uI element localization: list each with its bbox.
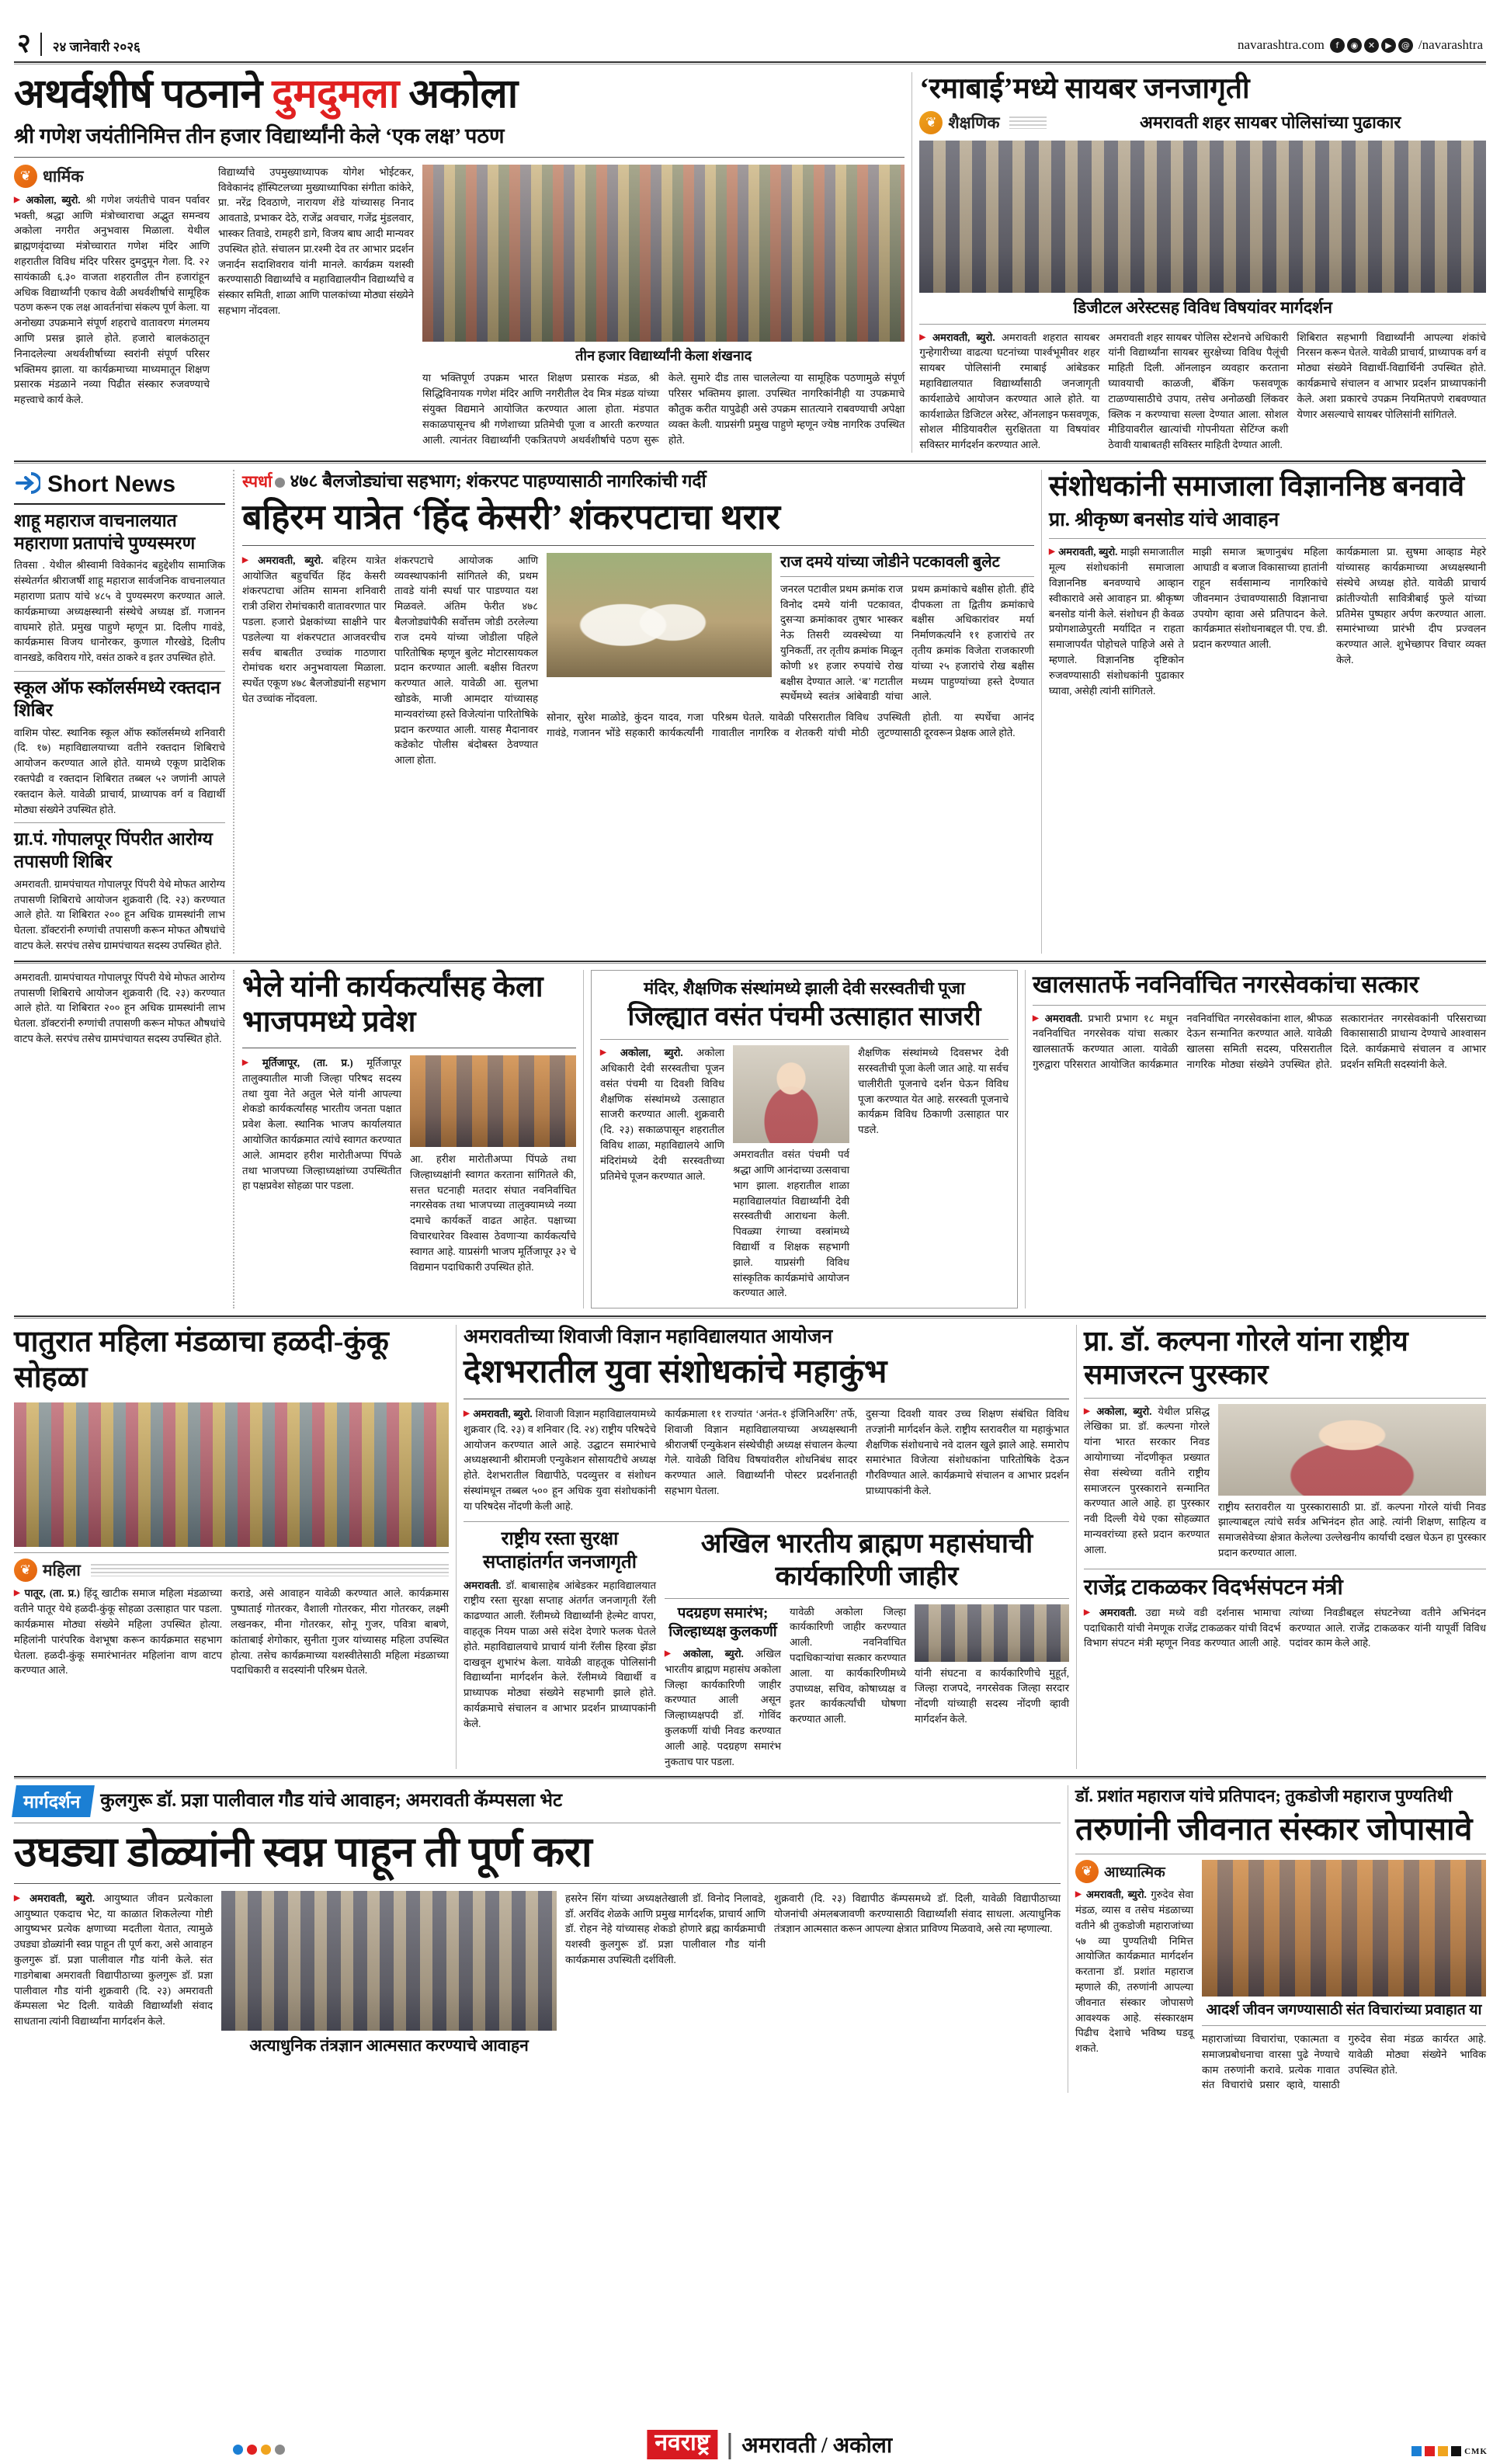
adhyatmik-story bbox=[1075, 1785, 1486, 2093]
ramabai-story bbox=[919, 72, 1486, 453]
adhyatmik-col2: महाराजांच्या विचारांचा, एकात्मता व समाजप्रबोधनाचा वारसा पुढे नेण्याचे काम तरुणांनी करावे. प्रत्येक गावात संत विचारांचे प्रसार व्हावे, यासाठी गुरुदेव सेवा मंडळ कार्यरत आहे. यावेळी मोठ्या संख्येने भाविक उपस्थित होते. bbox=[1202, 2032, 1486, 2091]
patur-story bbox=[14, 1325, 449, 1769]
bahiram-story bbox=[242, 470, 1034, 954]
ramabai-body-row bbox=[919, 330, 1486, 453]
brahman-rule bbox=[665, 1598, 1069, 1599]
sanshodhak-col2: माझी समाज ऋणानुबंध महिला आघाडी व बजाज विकासाच्या हातांनी राहून सर्वसामान्य नागरिकांचे जीवनमान उंचावण्यासाठी विज्ञानाचा उपयोग व्हावा असे प्रतिपादन केले. कार्यक्रमात संशोधनाबद्दल पी. एच. डी. प्रदान करण्यात आली. bbox=[1193, 546, 1328, 651]
lead-photo-block bbox=[422, 165, 905, 448]
mahakumbh-story bbox=[464, 1325, 1069, 1769]
lead-rule bbox=[14, 157, 905, 158]
facebook-icon[interactable]: f bbox=[1330, 38, 1345, 53]
guidance-tag-row bbox=[14, 1785, 1061, 1817]
band-four bbox=[14, 1325, 1486, 1769]
masthead-brand-block bbox=[647, 2430, 892, 2460]
bahiram-body-row bbox=[242, 553, 1034, 768]
publication-date: २४ जानेवारी २०२६ bbox=[52, 40, 141, 54]
short-news-rule bbox=[14, 503, 225, 505]
vasant-col2: अमरावतीत वसंत पंचमी पर्व श्रद्धा आणि आनंदाच्या उत्सवाचा भाग झाला. शहरातील शाळा महाविद्यालयांत विद्यार्थ्यांनी देवी सरस्वतीची आराधना केली. पिवळ्या रंगाच्या वस्त्रांमध्ये विद्यार्थी व शिक्षक सहभागी झाले. याप्रसंगी विविध सांस्कृतिक कार्यक्रमांचे आयोजन करण्यात आले. bbox=[733, 1149, 849, 1299]
rasta-body-text: डॉ. बाबासाहेब आंबेडकर महाविद्यालयात राष्ट्रीय रस्ता सुरक्षा सप्ताह अंतर्गत जनजागृती रॅली काढण्यात आली. रॅलीमध्ये विद्यार्थ्यांनी हेल्मेट वापरा, वाहतूक नियम पाळा असे संदेश देणारे फलक घेतले होते. महाविद्यालयाचे प्राचार्य यांनी रॅलीस हिरवा झेंडा दाखवून शुभारंभ केला. यावेळी वाहतूक पोलिसांनी विद्यार्थ्यांना मार्गदर्शन केले. रॅलीमध्ये विद्यार्थी व प्राध्यापक मोठ्या संख्येने सहभागी झाले होते. कार्यक्रमाचे संचालन व आभार प्रदर्शन प्राध्यापकांनी केले. bbox=[464, 1579, 656, 1729]
brahman-col3: यांनी संघटना व कार्यकारिणीचे मुहूर्त, जिल्हा राजपदे, नगरसेवक जिल्हा सरदार नोंदणी यांच्याही सदस्य नोंदणी व्हावी मार्गदर्शन केले. bbox=[915, 1666, 1069, 1725]
website-url[interactable]: navarashtra.com bbox=[1238, 37, 1325, 52]
cmyk-label: CMK bbox=[1464, 2446, 1488, 2456]
lead-col-b bbox=[218, 165, 414, 448]
adhyatmik-caption: आदर्श जीवन जगण्यासाठी संत विचारांच्या प्रवाहात या bbox=[1206, 2002, 1482, 2019]
sanshodhak-body-row bbox=[1049, 544, 1486, 698]
social-handle[interactable]: /navarashtra bbox=[1418, 37, 1483, 52]
brand-logo[interactable]: नवराष्ट्र bbox=[647, 2430, 717, 2460]
vasant-story bbox=[591, 970, 1018, 1308]
cmyk-marks bbox=[1411, 2446, 1488, 2456]
short-news-header bbox=[14, 470, 225, 500]
lead-photo-caption: तीन हजार विद्यार्थ्यांनी केला शंखनाद bbox=[575, 347, 752, 363]
brand-divider bbox=[728, 2433, 731, 2459]
short-news-section bbox=[14, 470, 225, 954]
registration-dots bbox=[233, 2445, 285, 2455]
band3-vrule-2 bbox=[1025, 970, 1026, 1308]
mahakumbh-col1 bbox=[464, 1406, 656, 1514]
bahiram-kicker-row bbox=[242, 470, 1034, 493]
lead-dateline: ▶ अकोला, ब्युरो. bbox=[14, 194, 81, 206]
guidance-col1-text: आयुष्यात जीवन प्रत्येकाला आयुष्यात एकदाच भेट, या काळात शिकलेल्या गोष्टी आयुष्यभर प्रत्येक क्षणाच्या मदतीला येतात, त्यामुळे उघड्या डोळ्यांनी स्वप्न पाहून ती पूर्ण करा, असे आवाहन कुलगुरू डॉ. प्रज्ञा पालीवाल गौड यांनी केले. bbox=[14, 1892, 213, 1966]
brahman-col1-body: अखिल भारतीय ब्राह्मण महासंघ अकोला जिल्हा कार्यकारिणी जाहीर करण्यात आली असून जिल्हाध्यक्षपदी डॉ. गोविंद कुलकर्णी यांची निवड करण्यात आली आहे. पदग्रहण समारंभ नुकताच पार पडला. bbox=[665, 1648, 781, 1767]
band4-vrule-1 bbox=[456, 1325, 457, 1769]
rasta-headline: राष्ट्रीय रस्ता सुरक्षा सप्ताहांतर्गत जनजागृती bbox=[483, 1528, 637, 1573]
adhyatmik-badge-col bbox=[1075, 1860, 1193, 2093]
guidance-col1 bbox=[14, 1891, 213, 2056]
brahman-col1 bbox=[665, 1604, 781, 1770]
bahiram-col2 bbox=[394, 553, 538, 768]
takalkar-dateline: ▶ अमरावती. bbox=[1084, 1607, 1137, 1618]
edition-name: अमरावती / अकोला bbox=[741, 2434, 893, 2458]
ramabai-badge-label: शैक्षणिक bbox=[948, 113, 1000, 133]
patur-rule bbox=[14, 1552, 449, 1553]
gorle-headline: प्रा. डॉ. कल्पना गोरले यांना राष्ट्रीय समाजरत्न पुरस्कार bbox=[1084, 1326, 1408, 1391]
rasta-top-rule bbox=[464, 1521, 1069, 1522]
adhyatmik-col1-text: गुरुदेव सेवा मंडळ, व्यास व तसेच मंडळाच्या वतीने श्री तुकडोजी महाराजांच्या ५७ व्या पुण्यतिथी निमित्त आयोजित कार्यक्रमात मार्गदर्शन करताना डॉ. प्रशांत महाराज म्हणाले की, तरुणांनी आपल्या जीवनात संस्कार जोपासणे आवश्यक आहे. संस्कारक्षम पिढीच देशाचे भविष्य घडवू शकते. bbox=[1075, 1889, 1193, 2055]
ramabai-badge-lines bbox=[1009, 116, 1047, 129]
bhele-headline: भेले यांनी कार्यकर्त्यांसह केला भाजपमध्ये प्रवेश bbox=[242, 970, 543, 1039]
bahiram-tag: स्पर्धा bbox=[242, 471, 273, 491]
short-news-title: शाहू महाराज वाचनालयात महाराणा प्रतापांचे पुण्यस्मरण bbox=[14, 510, 196, 553]
bahiram-dateline: ▶ अमरावती, ब्युरो. bbox=[242, 554, 323, 566]
brahman-kicker: पदग्रहण समारंभ; जिल्हाध्यक्ष कुलकर्णी bbox=[668, 1604, 777, 1641]
cmyk-swatch-k bbox=[1451, 2446, 1461, 2456]
women-icon bbox=[14, 1559, 37, 1582]
ramabai-col1-text: अमरावती शहरात सायबर गुन्हेगारीच्या वाढत्या घटनांच्या पार्श्वभूमीवर शहर सायबर पोलिसांनी रमाबाई आंबेडकर महाविद्यालयात विद्यार्थ्यांसाठी जनजागृती कार्यशाळेचे आयोजन करण्यात आले होते. या कार्यशाळेत डिजिटल अरेस्ट, ऑनलाइन फसवणूक, सोशल मीडियावरील सुरक्षितता या विषयांवर सविस्तर मार्गदर्शन करण्यात आले. bbox=[919, 331, 1100, 451]
vasant-photo bbox=[733, 1045, 849, 1143]
short-news-label: Short News bbox=[47, 471, 176, 498]
page-number: २ bbox=[17, 30, 31, 58]
adhyatmik-headline: तरुणांनी जीवनात संस्कार जोपासावे bbox=[1075, 1810, 1473, 1847]
mahakumbh-col3: दुसऱ्या दिवशी यावर उच्च शिक्षण संबंधित विविध तज्ज्ञांनी मार्गदर्शन केले. राष्ट्रीय स्तरावरील या महाकुंभात शैक्षणिक संशोधनाचे नवे दालन खुले झाले आहे. समारोप समारंभात विजेत्या संशोधकांना पारितोषिके देऊन गौरविण्यात आले. कार्यक्रमाचे संचालन व आभार प्रदर्शन प्राध्यापकांनी केले. bbox=[866, 1408, 1069, 1497]
sn-rule-2 bbox=[14, 822, 225, 823]
lead-headline-part2: अकोला bbox=[398, 72, 518, 116]
band3-filler: अमरावती. ग्रामपंचायत गोपालपूर पिंपरी येथे मोफत आरोग्य तपासणी शिबिराचे आयोजन शुक्रवारी (दि. २३) करण्यात आले होते. या शिबिरात २०० हून अधिक ग्रामस्थांनी लाभ घेतला. डॉक्टरांनी रुग्णांची तपासणी करून मोफत औषधांचे वाटप केले. सरपंच तसेच ग्रामपंचायत सदस्य उपस्थित होते. bbox=[14, 971, 225, 1044]
bahiram-photo bbox=[547, 553, 772, 677]
ramabai-col2: अमरावती शहर सायबर पोलिस स्टेशनचे अधिकारी यांनी विद्यार्थ्यांना सायबर सुरक्षेच्या विविध पैलूंची माहिती दिली. ऑनलाइन व्यवहार करताना घ्यावयाची काळजी, बँकिंग फसवणूक टाळण्यासाठीचे उपाय, तसेच अनोळखी लिंकवर क्लिक न करण्याचा सल्ला देण्यात आला. सोशल मीडियावरील खात्यांची गोपनीयता सेटिंग्ज कशी ठेवावी याबाबतही सविस्तर माहिती देण्यात आली. bbox=[1108, 331, 1289, 451]
adhyatmik-badge bbox=[1075, 1860, 1165, 1883]
band3-filler-text bbox=[14, 970, 225, 1047]
band3-shortnews-tail bbox=[14, 970, 225, 1308]
patur-dateline: ▶ पातूर, (ता. प्र.) bbox=[14, 1587, 80, 1599]
bhele-col1-text: मूर्तिजापूर तालुक्यातील माजी जिल्हा परिषद सदस्य तथा युवा नेते अतुल भेले यांनी आपल्या शेकडो कार्यकर्त्यांसह भारतीय जनता पक्षात प्रवेश केला. स्थानिक भाजप कार्यालयात आयोजित कार्यक्रमात त्यांचे स्वागत करण्यात आले. आमदार हरीश मारोतीअप्पा पिंपळे तथा भाजपच्या जिल्हाध्यक्षांच्या उपस्थितीत हा पक्षप्रवेश सोहळा पार पडला. bbox=[242, 1056, 401, 1192]
bhele-story bbox=[242, 970, 576, 1308]
guidance-photo bbox=[221, 1891, 557, 2031]
ramabai-headline: ‘रमाबाई’मध्ये सायबर जनजागृती bbox=[919, 73, 1250, 105]
bahiram-cap-rule bbox=[780, 576, 1034, 577]
short-news-item-1[interactable] bbox=[14, 510, 225, 666]
masthead-divider bbox=[40, 33, 42, 56]
mahakumbh-body-row bbox=[464, 1406, 1069, 1514]
sanshodhak-dateline: ▶ अमरावती, ब्युरो. bbox=[1049, 546, 1117, 558]
gorle-body-row bbox=[1084, 1404, 1486, 1561]
ramabai-col3: शिबिरात सहभागी विद्यार्थ्यांनी आपल्या शंकांचे निरसन करून घेतले. यावेळी प्राचार्य, प्राध्यापक वर्ग व मोठ्या संख्येने विद्यार्थी-विद्यार्थिनी उपस्थित होते. कार्यक्रमाचे संचालन व आभार प्रदर्शन प्राध्यापकांनी केले. अशा प्रकारचे उपक्रम नियमितपणे राबवण्यात येणार असल्याचे सायबर पोलिसांनी सांगितले. bbox=[1297, 331, 1486, 420]
guidance-caption: अत्याधुनिक तंत्रज्ञान आत्मसात करण्याचे आवाहन bbox=[249, 2035, 529, 2055]
short-news-text: तिवसा . येथील श्रीस्वामी विवेकानंद बहुद्देशीय सामाजिक संस्थेतर्गत श्रीराजर्षी शाहू महाराज सार्वजनिक वाचनालयात महाराणा प्रताप यांचे ४८५ वे पुण्यस्मरण करण्यात आले. कार्यक्रमाच्या अध्यक्षस्थानी संस्थेचे अध्यक्ष डॉ. गजानन वाघमारे होते. प्रमुख पाहुणे म्हणून प्रा. दिलीप गावंडे, कार्यक्रमास विजय धानोरकर, कुणाल गौरखेडे, दिलीप वानखडे, कविराय गोरे, वसंत ठाकरे व इतर उपस्थित होते. bbox=[14, 559, 225, 664]
masthead-rule bbox=[14, 61, 1486, 64]
adhyatmik-kicker: डॉ. प्रशांत महाराज यांचे प्रतिपादन; तुकडोजी महाराज पुण्यतिथी bbox=[1075, 1786, 1453, 1806]
ramabai-col1 bbox=[919, 330, 1099, 453]
bhele-body-row bbox=[242, 1055, 576, 1274]
short-news-text: वाशिम पोस्ट. स्थानिक स्कूल ऑफ स्कॉलर्समध्ये शनिवारी (दि. १७) महाविद्यालयाच्या वतीने रक्तदान शिबिराचे आयोजन करण्यात आले होते. यामध्ये एकूण प्रादेशिक रक्तपेढी व रक्तदान शिबिरात तब्बल ५२ जणांनी आपले रक्तदान केले. यावेळी प्राचार्य, प्राध्यापक वर्ग व विद्यार्थी मोठ्या संख्येने उपस्थित होते. bbox=[14, 726, 225, 815]
mahakumbh-kicker: अमरावतीच्या शिवाजी विज्ञान महाविद्यालयात आयोजन bbox=[464, 1326, 833, 1348]
sanshodhak-col1-text: माझी समाजातील मूल्य संशोधकांनी समाजाला विज्ञाननिष्ठ बनवण्याचे आव्हान स्वीकारावे असे आवाहन प्रा. श्रीकृष्ण बनसोड यांनी केले. संशोधन ही केवळ प्रयोगशाळेपुरती मर्यादित न राहता समाजापर्यंत पोहोचले पाहिजे असे ते म्हणाले. विज्ञाननिष्ठ दृष्टिकोन रुजवण्यासाठी संशोधकांनी पुढाकार घ्यावा, असेही त्यांनी सांगितले. bbox=[1049, 546, 1184, 697]
guidance-dateline: ▶ अमरावती, ब्युरो. bbox=[14, 1892, 95, 1904]
patur-col1-text: हिंदू खाटीक समाज महिला मंडळाच्या वतीने पातूर येथे हळदी-कुंकू सोहळा उत्साहात पार पडला. कार्यक्रमास मोठ्या संख्येने महिला उपस्थित होत्या. महिलांनी पारंपरिक वेशभूषा करून कार्यक्रमात सहभाग घेतला. हळदी-कुंकू समारंभानंतर महिलांना वाण वाटप करण्यात आले. bbox=[14, 1587, 222, 1677]
takalkar-body-text: उद्या मध्ये वडी दर्शनास भामाचा पदाधिकारी यांची नेमणूक राजेंद्र टाकळकर यांची विदर्भ विभाग संपटन मंत्री म्हणून निवड करण्यात आली आहे. त्यांच्या निवडीबद्दल संघटनेच्या वतीने अभिनंदन करण्यात आले. राजेंद्र टाकळकर यांनी यापूर्वी विविध पदांवर काम केले आहे. bbox=[1084, 1606, 1486, 1649]
guidance-col3: हसरेन सिंग यांच्या अध्यक्षतेखाली डॉ. विनोद निलावडे, डॉ. अरविंद शेळके आणि प्रमुख मार्गदर्शक, प्राचार्य आणि डॉ. रोहन नेहे यांच्यासह शेकडो होणारे ब्रह्म कार्यक्रमाची यशस्वी कुलगुरू डॉ. प्रज्ञा पालीवाल गौड यांनी कार्यक्रमास उपस्थिती दर्शविली. bbox=[565, 1892, 766, 1966]
bahiram-kicker: ४७८ बैलजोड्यांचा सहभाग; शंकरपट पाहण्यासाठी नागरिकांची गर्दी bbox=[290, 471, 707, 491]
lead-col3-text: या भक्तिपूर्ण उपक्रम भारत शिक्षण प्रसारक मंडळ, श्री सिद्धिविनायक गणेश मंदिर आणि नगरीतील देव मित्र मंडळ यांच्या संयुक्त विद्यमाने आयोजित करण्यात आला होता. मंडपात सकाळपासूनच श्री गणेशाच्या प्रतिमेची पूजा व आरती करण्यात आली. त्यानंतर विद्यार्थ्यांनी एकत्रितपणे अथर्वशीर्षाचे पठण सुरू केले. सुमारे दीड तास चाललेल्या या सामूहिक पठणामुळे संपूर्ण परिसर भक्तिमय झाला. उपस्थित नागरिकांनीही या उपक्रमाचे कौतुक करीत यापुढेही असे उपक्रम सातत्याने राबवण्याची अपेक्षा व्यक्त केली. याप्रसंगी प्रमुख पाहुणे म्हणून ज्येष्ठ नागरिक उपस्थित होते. bbox=[422, 372, 905, 446]
brahman-story bbox=[665, 1527, 1069, 1770]
lead-badge bbox=[14, 165, 93, 188]
guidance-rule bbox=[14, 1883, 1061, 1884]
brahman-col3wrap bbox=[915, 1604, 1069, 1770]
ramabai-caption: डिजीटल अरेस्टसह विविध विषयांवर मार्गदर्शन bbox=[1073, 298, 1332, 318]
lead-badge-label: धार्मिक bbox=[43, 166, 84, 186]
lead-col-a bbox=[14, 165, 210, 448]
bhele-col2: आ. हरीश मारोतीअप्पा पिंपळे तथा जिल्हाध्यक्षांनी स्वागत करताना सांगितले की, सत्तत घटनाही मतदार संघात नवनिर्वाचित नगरसेवक तथा भाजपच्या तालुक्यामध्ये नव्या दमाचे कार्यकर्ते वाढत आहेत. पक्षाच्या विचारधारेवर विश्वास ठेवणाऱ्या कार्यकर्त्यांचे स्वागत आहे. याप्रसंगी भाजप मूर्तिजापूर ३२ चे विद्यमान पदाधिकारी उपस्थित होते. bbox=[410, 1152, 576, 1273]
bahiram-right bbox=[547, 553, 1034, 768]
ramabai-photo bbox=[919, 141, 1486, 293]
cmyk-swatch-y bbox=[1438, 2446, 1448, 2456]
lead-col1-text: श्री गणेश जयंतीचे पावन पर्वावर भक्ती, श्रद्धा आणि मंत्रोच्चाराचा अद्भुत समन्वय अकोला नगरीत अनुभवास मिळाला. येथील ब्राह्मणवृंदाच्या मंत्रोच्चारात गणेश मंदिर आणि शहरातील विविध मंदिर परिसर दुमदुमून गेला. दि. २२ सायंकाळी ६.३० वाजता शहरातील तीन हजारांहून अधिक विद्यार्थ्यांनी एकाच वेळी अथर्वशीर्षाचे सामूहिक पठण करून एक लक्ष आवर्तनांचा संकल्प पूर्ण केला. या अनोख्या उपक्रमाने संपूर्ण शहराचे वातावरण मंगलमय आणि प्रसन्न झाले होते. हजारो बालकंठातून निनादलेल्या अथर्वशीर्षाच्या स्वरांनी संपूर्ण परिसर भक्तिमय झाला. या कार्यक्रमाच्या माध्यमातून शिक्षण प्रसारक मंडळाने नव्या पिढीत संस्कार रुजवण्याचे महत्त्वाचे कार्य केले. bbox=[14, 193, 210, 406]
x-icon[interactable]: ✕ bbox=[1364, 38, 1379, 53]
sanshodhak-headline: संशोधकांनी समाजाला विज्ञाननिष्ठ बनवावे bbox=[1049, 470, 1465, 502]
cmyk-swatch-c bbox=[1411, 2446, 1422, 2456]
short-news-item-3[interactable] bbox=[14, 829, 225, 953]
instagram-icon[interactable]: ◉ bbox=[1347, 38, 1362, 53]
bahiram-col5: सोनार, सुरेश माळोडे, कुंदन यादव, गजा गावंडे, गजानन भोंडे सहकारी कार्यकर्त्यांनी परिश्रम घेतले. यावेळी परिसरातील विविध गावातील नागरिक व शेतकरी यांची मोठी उपस्थिती होती. या स्पर्धेचा आनंद लुटण्यासाठी दूरवरून प्रेक्षक आले होते. bbox=[547, 711, 1034, 739]
brahman-col2: यावेळी अकोला जिल्हा कार्यकारिणी जाहीर करण्यात आली. नवनिर्वाचित पदाधिकाऱ्यांचा सत्कार करण्यात आला. या कार्यकारिणीमध्ये उपाध्यक्ष, सचिव, कोषाध्यक्ष व इतर कार्यकर्त्यांची घोषणा करण्यात आली. bbox=[790, 1605, 906, 1725]
patur-col2: कराडे, असे आवाहन यावेळी करण्यात आले. कार्यक्रमास पुष्पाताई गोतरकर, वैशाली गोतरकर, मीरा गोतरकर, लक्ष्मी लखनकर, मीना गोतरकर, सोनू गुजर, पवित्रा बाबणे, कांताबाई शेगोकार, सुनीता गुजर यांच्यासह महिला उपस्थित होत्या. तसेच कार्यक्रमाच्या यशस्वीतेसाठी महिला मंडळाच्या पदाधिकारी व सदस्यांनी परिश्रम घेतले. bbox=[231, 1587, 449, 1677]
mahakumbh-col2: कार्यक्रमाला ११ राज्यांत ‘अनंत-१ इंजिनिअरिंग’ तर्फे, शिवाजी विज्ञान महाविद्यालयाच्या अध्यक्षस्थानी श्रीराजर्षी एन्युकेशन संस्थेचीही अध्यक्ष संचालन केल्या गेले. यावेळी विविध विषयांवरील शोधनिबंध सादर करण्यात आले. विद्यार्थ्यांनी पोस्टर प्रदर्शनातही सहभाग घेतला. bbox=[665, 1408, 857, 1497]
gorle-right bbox=[1218, 1404, 1486, 1561]
khalsa-body-text: प्रभारी प्रभाग १८ मधून नवनिर्वाचित नगरसेवक यांचा सत्कार खालसातर्फे करण्यात आला. यावेळी गुरुद्वारा परिसरात आयोजित कार्यक्रमात नवनिर्वाचित नगरसेवकांना शाल, श्रीफळ देऊन सन्मानित करण्यात आले. यावेळी खालसा समिती सदस्य, परिसरातील नागरिक मोठ्या संख्येने उपस्थित होते. सत्कारानंतर नगरसेवकांनी परिसराच्या विकासासाठी प्राधान्य देण्याचे आश्वासन दिले. कार्यक्रमाचे संचालन व आभार प्रदर्शन समिती सदस्यांनी केले. bbox=[1033, 1012, 1486, 1070]
cmyk-swatch-m bbox=[1425, 2446, 1435, 2456]
vasant-col3: शैक्षणिक संस्थांमध्ये दिवसभर देवी सरस्वतीची पूजा केली जात आहे. या सर्वच चालीरीती पूजनाचे दर्शन घेऊन विविध पूजा करण्यात येत आहे. सरस्वती पूजनाचे कार्यक्रम विविध ठिकाणी उत्साहात पार पडले. bbox=[858, 1047, 1009, 1136]
guidance-tag-label: मार्गदर्शन bbox=[23, 1792, 81, 1812]
lead-col2-text: विद्यार्थ्यांचे उपमुख्याध्यापक योगेश भोईटकर, विवेकानंद हॉस्पिटलच्या मुख्याध्यापिका संगीता कांकेरे, प्रा. नरेंद्र दिवठाणे, नारायण शेंडे यांच्यासह निनाद आवताडे, प्रभाकर देठे, राजेंद्र अवचार, गजेंद्र मुंडलवार, भास्कर तिवाडे, रामहरी डागे, विजय बाघ आदी मान्यवर उपस्थित होते. संचालन प्रा.रश्मी देव तर आभार प्रदर्शन जनार्दन सदाशिवराव यांनी मानले. कार्यक्रम यशस्वी करण्यासाठी विद्यार्थ्यांचे व महाविद्यालयीन विद्यार्थ्यांचे व संस्कार समिती, शाळा आणि पालकांच्या मोठ्या संख्येने सहभाग नोंदवला. bbox=[218, 165, 414, 316]
rasta-text bbox=[464, 1578, 656, 1732]
sn-dotted-rule bbox=[233, 470, 234, 954]
lead-body-row bbox=[14, 165, 905, 448]
vasant-col1-text: अकोला अधिकारी देवी सरस्वतीचा पूजन वसंत पंचमी या दिवशी विविध शैक्षणिक संस्थांमध्ये उत्साहात साजरी करण्यात आली. शुक्रवारी (दि. २३) सकाळपासून शहरातील विविध शाळा, महाविद्यालये आणि मंदिरांमध्ये देवी सरस्वतीच्या प्रतिमेचे पूजन करण्यात आले. bbox=[600, 1047, 724, 1182]
band-lead bbox=[14, 72, 1486, 453]
adhyatmik-badge-label: आध्यात्मिक bbox=[1104, 1865, 1165, 1882]
masthead-right bbox=[1238, 37, 1483, 57]
bhele-dateline: ▶ मूर्तिजापूर, (ता. प्र.) bbox=[242, 1057, 353, 1069]
guidance-story bbox=[14, 1785, 1061, 2093]
short-news-text: अमरावती. ग्रामपंचायत गोपालपूर पिंपरी येथे मोफत आरोग्य तपासणी शिबिराचे आयोजन शुक्रवारी (दि. २३) करण्यात आले होते. या शिबिरात २०० हून अधिक ग्रामस्थांनी लाभ घेतला. डॉक्टरांनी रुग्णांची तपासणी करून मोफत औषधांचे वाटप केले. सरपंच तसेच ग्रामपंचायत सदस्य उपस्थित होते. bbox=[14, 878, 225, 951]
lead-text-a bbox=[14, 193, 210, 408]
brahman-headline: अखिल भारतीय ब्राह्मण महासंघाची कार्यकारिणी जाहीर bbox=[700, 1527, 1033, 1591]
band3-bottom-rule bbox=[14, 1315, 1486, 1319]
rasta-left bbox=[464, 1527, 656, 1770]
sanshodhak-rule bbox=[1049, 538, 1486, 539]
patur-headline: पातुरात महिला मंडळाचा हळदी-कुंकू सोहळा bbox=[14, 1326, 389, 1394]
education-icon bbox=[919, 111, 943, 134]
takalkar-headline: राजेंद्र टाकळकर विदर्भसंपटन मंत्री bbox=[1084, 1575, 1343, 1600]
vasant-col1 bbox=[600, 1045, 724, 1301]
mahakumbh-dateline: ▶ अमरावती, ब्युरो. bbox=[464, 1408, 533, 1420]
sanshodhak-subhead: प्रा. श्रीकृष्ण बनसोड यांचे आवाहन bbox=[1049, 509, 1280, 531]
band-five bbox=[14, 1785, 1486, 2093]
vasant-dateline: ▶ अकोला, ब्युरो. bbox=[600, 1047, 683, 1058]
short-news-title: स्कूल ऑफ स्कॉलर्समध्ये रक्तदान शिबिर bbox=[14, 678, 220, 720]
rasta-row bbox=[464, 1527, 1069, 1770]
adhyatmik-photo-block bbox=[1202, 1860, 1486, 2093]
guidance-headline: उघड्या डोळ्यांनी स्वप्न पाहून ती पूर्ण करा bbox=[14, 1829, 592, 1876]
gorle-rule bbox=[1084, 1398, 1486, 1399]
bahiram-col4: जनरल पटावील प्रथम क्रमांक राज विनोद दमये यांनी पटकावत, दुसऱ्या क्रमांकावर तुषार भास्कर नेऊ तिसरी व्यवस्थेच्या या युनिकर्ती, तर तृतीय क्रमांक मिळून कोणी ४१ हजार रुपयांचे रोख बक्षीस देण्यात आले. ‘ब’ गटातील स्पर्धेमध्ये स्वतंत्र आंबेवाडी यांचा प्रथम क्रमांकाचे बक्षीस होती. हींदे दीपकला ता द्वितीय क्रमांकाचे बक्षीस अधिकारांवर मर्या निर्माणकर्त्यांने ११ हजारांचे तर तृतीय क्रमांक विजेता राजकारणी यांच्या २५ हजारांचे रोख बक्षीस मध्यम पाहुण्यांच्या हस्ते देण्यात आले. bbox=[780, 582, 1034, 703]
patur-photo bbox=[14, 1402, 449, 1547]
bahiram-col3-text: बक्षीस वितरण करण्यात आले. यावेळी आ. सुलभा खोडके, माजी आमदार यांच्यासह मान्यवरांच्या हस्ते विजेत्यांना पारितोषिके प्रदान करण्यात आली. यासह मैदानावर कडेकोट पोलीस बंदोबस्त ठेवण्यात आला होता. bbox=[394, 662, 538, 766]
masthead-left bbox=[17, 31, 141, 57]
guidance-photo-block bbox=[221, 1891, 557, 2056]
lead-headline-part1: अथर्वशीर्ष पठनाने bbox=[14, 72, 273, 116]
ramabai-rule bbox=[919, 324, 1486, 325]
dot-cyan bbox=[233, 2445, 243, 2455]
band1-bottom-rule bbox=[14, 460, 1486, 464]
patur-badge-lines bbox=[91, 1564, 449, 1576]
adhyatmik-top-row bbox=[1075, 1860, 1486, 2093]
bahiram-headline: बहिरम यात्रेत ‘हिंद केसरी’ शंकरपटाचा थरार bbox=[242, 497, 781, 537]
gorle-col1 bbox=[1084, 1404, 1210, 1561]
patur-badge-label: महिला bbox=[43, 1561, 81, 1580]
bahiram-col1 bbox=[242, 553, 386, 768]
guidance-body-row bbox=[14, 1891, 1061, 2056]
bhele-col1 bbox=[242, 1055, 401, 1274]
vasant-rule bbox=[600, 1039, 1009, 1040]
patur-col1 bbox=[14, 1586, 222, 1678]
band3-dotted-rule bbox=[233, 970, 234, 1308]
band-three bbox=[14, 970, 1486, 1308]
dot-yellow bbox=[261, 2445, 271, 2455]
arrow-right-icon bbox=[14, 470, 40, 500]
adhyatmik-photo bbox=[1202, 1860, 1486, 1997]
sanshodhak-col3: कार्यक्रमाला प्रा. सुषमा आव्हाड मेहरे यांच्यासह कार्यक्रमाच्या अध्यक्षस्थानी संस्थेचे अध्यक्ष होते. यावेळी प्राचार्य क्रांतीज्योती सावित्रीबाई फुले यांच्या प्रतिमेस पुष्पहार अर्पण करण्यात आला. समारंभाच्या प्रारंभी दीप प्रज्वलन करण्यात आले. शुभेच्छापर विचार व्यक्त केले. bbox=[1336, 546, 1486, 666]
lead-story bbox=[14, 72, 905, 453]
khalsa-headline: खालसातर्फे नवनिर्वाचित नगरसेवकांचा सत्कार bbox=[1033, 970, 1419, 998]
bahiram-col2-text: शंकरपटाचे आयोजक आणि व्यवस्थापकांनी सांगितले की, प्रथम तावडे यांनी स्पर्धा पार पाडण्यात यश मिळवले. अंतिम फेरीत ४७८ बैलजोड्यांपैकी सर्वोत्तम जोडी ठरलेल्या राज दमये यांच्या जोडीला पहिले पारितोषिक म्हणून बुलेट मोटारसायकल प्रदान करण्यात आली. bbox=[394, 554, 538, 674]
band4-bottom-rule bbox=[14, 1776, 1486, 1779]
youtube-icon[interactable]: ▶ bbox=[1381, 38, 1396, 53]
patur-badge bbox=[14, 1559, 449, 1582]
bahiram-col1-text: बहिरम यात्रेत आयोजित बहुचर्चित हिंद केसरी शंकरपटाचा अंतिम सामना शनिवारी रात्री उशिरा रोमांचकारी वातावरणात पार पडला. हजारो प्रेक्षकांच्या साक्षीने पार पडलेल्या या शंकरपटात आजवरचीच सर्वच बाबतीत उच्चांक गाठणारा रोमांचक थरार अनुभवायला मिळाला. स्पर्धेत एकूण ४७८ बैलजोड्यांनी सहभाग घेत उच्चांक नोंदवला. bbox=[242, 554, 386, 705]
vasant-headline: जिल्ह्यात वसंत पंचमी उत्साहात साजरी bbox=[627, 1003, 981, 1032]
sn-rule-1 bbox=[14, 671, 225, 672]
adhyatmik-cap-rule bbox=[1202, 2025, 1486, 2026]
religion-icon bbox=[14, 165, 37, 188]
khalsa-dateline: ▶ अमरावती. bbox=[1033, 1013, 1082, 1024]
khalsa-text bbox=[1033, 1011, 1486, 1072]
spiritual-icon bbox=[1075, 1860, 1099, 1883]
khalsa-story bbox=[1033, 970, 1486, 1308]
guidance-col2-text: संत गाडगेबाबा अमरावती विद्यापीठाच्या कुलगुरू डॉ. प्रज्ञा पालीवाल गौड यांनी शुक्रवारी (दि. २३) अमरावती कॅम्पसला भेट दिली. यावेळी विद्यार्थ्यांशी संवाद साधताना त्यांनी विद्यार्थ्यांना मार्गदर्शन केले. bbox=[14, 1954, 213, 2028]
band2-bottom-rule bbox=[14, 961, 1486, 964]
threads-icon[interactable]: @ bbox=[1398, 38, 1413, 53]
vasant-body-row bbox=[600, 1045, 1009, 1301]
brahman-body-row bbox=[665, 1604, 1069, 1770]
ramabai-subhead: अमरावती शहर सायबर पोलिसांच्या पुढाकार bbox=[1140, 113, 1401, 133]
adhyatmik-dateline: ▶ अमरावती, ब्युरो. bbox=[1075, 1889, 1147, 1900]
adhyatmik-col1 bbox=[1075, 1887, 1193, 2056]
band2-vertical-rule bbox=[1041, 470, 1042, 954]
vasant-mid bbox=[733, 1045, 849, 1301]
short-news-item-2[interactable] bbox=[14, 677, 225, 817]
guidance-col4: शुक्रवारी (दि. २३) विद्यापीठ कॅम्पसमध्ये डॉ. दिली, यावेळी विद्यापीठाच्या योजनांची अंमलबजावणी करण्यासाठी विद्यार्थ्यांशी संवाद साधला. अत्याधुनिक तंत्रज्ञान आत्मसात करून आपल्या क्षेत्रात प्राविण्य मिळवावे, असे त्या म्हणाल्या. bbox=[774, 1892, 1061, 1935]
sanshodhak-story bbox=[1049, 470, 1486, 954]
vasant-kicker: मंदिर, शैक्षणिक संस्थांमध्ये झाली देवी सरस्वतीची पूजा bbox=[644, 978, 965, 998]
guidance-tag bbox=[12, 1785, 95, 1817]
gorle-col2: राष्ट्रीय स्तरावरील या पुरस्कारासाठी प्रा. डॉ. कल्पना गोरले यांची निवड झाल्याबद्दल त्यांचे सर्वत्र अभिनंदन होत आहे. त्यांनी शिक्षण, साहित्य व समाजसेवेच्या क्षेत्रात केलेल्या उल्लेखनीय कार्याची दखल घेऊन हा पुरस्कार प्रदान करण्यात आला. bbox=[1218, 1500, 1486, 1559]
ramabai-badge bbox=[919, 111, 1047, 134]
ramabai-badge-row bbox=[919, 111, 1486, 134]
brahman-photo bbox=[915, 1604, 1069, 1662]
guidance-kicker: कुलगुरू डॉ. प्रज्ञा पालीवाल गौड यांचे आवाहन; अमरावती कॅम्पसला भेट bbox=[100, 1791, 563, 1812]
khalsa-rule bbox=[1033, 1005, 1486, 1006]
lead-headline bbox=[14, 72, 905, 117]
band1-vertical-rule bbox=[911, 72, 912, 453]
mahakumbh-col1-text: शिवाजी विज्ञान महाविद्यालयामध्ये शुक्रवार (दि. २३) व शनिवार (दि. २४) राष्ट्रीय परिषदेचे आयोजन करण्यात आले आहे. उद्घाटन समारंभाचे अध्यक्षस्थानी श्रीरामजी एन्युकेशन सोसायटीचे अध्यक्ष होते. देशभरातील विद्यापीठे, पदव्युत्तर व संशोधन संस्थांमधून तब्बल ५०० हून अधिक युवा संशोधकांनी या परिषदेस नोंदणी केली आहे. bbox=[464, 1408, 656, 1512]
band4-vrule-2 bbox=[1076, 1325, 1077, 1769]
band3-vrule-1 bbox=[583, 970, 584, 1308]
sanshodhak-col1 bbox=[1049, 544, 1184, 698]
brahman-col1-text bbox=[665, 1646, 781, 1769]
bahiram-rule bbox=[242, 545, 1034, 546]
gorle-dateline: ▶ अकोला, ब्युरो. bbox=[1084, 1406, 1152, 1417]
gorle-column bbox=[1084, 1325, 1486, 1769]
bullet-dot-icon bbox=[275, 478, 285, 488]
takalkar-text bbox=[1084, 1605, 1486, 1651]
dot-black bbox=[275, 2445, 285, 2455]
band-two bbox=[14, 470, 1486, 954]
rasta-dateline: अमरावती. bbox=[464, 1579, 502, 1591]
gorle-portrait-photo bbox=[1218, 1404, 1486, 1496]
short-news-title: ग्रा.पं. गोपालपूर पिंपरीत आरोग्य तपासणी शिबिर bbox=[14, 829, 213, 872]
lead-headline-highlight: दुमदुमला bbox=[272, 72, 399, 116]
mahakumbh-headline: देशभरातील युवा संशोधकांचे महाकुंभ bbox=[464, 1354, 887, 1390]
social-icons bbox=[1330, 38, 1413, 53]
lead-photo bbox=[422, 165, 905, 342]
brahman-dateline: ▶ अकोला, ब्युरो. bbox=[665, 1648, 744, 1659]
ramabai-dateline: ▶ अमरावती, ब्युरो. bbox=[919, 332, 995, 343]
bahiram-photo-caption: राज दमये यांच्या जोडीने पटकावली बुलेट bbox=[780, 553, 1000, 571]
bhele-photo bbox=[410, 1055, 576, 1147]
gorle-col1-text: येथील प्रसिद्ध लेखिका प्रा. डॉ. कल्पना गोरले यांना भारत सरकार निवड आयोगाच्या नोंदणीकृत प्रख्यात सेवा संस्थेच्या वतीने राष्ट्रीय समाजरत्न पुरस्काराने सन्मानित करण्यात आले आहे. हा पुरस्कार नवी दिल्ली येथे एका सोहळ्यात मान्यवरांच्या हस्ते प्रदान करण्यात आला. bbox=[1084, 1405, 1210, 1555]
lead-subhead: श्री गणेश जयंतीनिमित्त तीन हजार विद्यार्थ्यांनी केले ‘एक लक्ष’ पठण bbox=[14, 124, 505, 148]
dot-magenta bbox=[247, 2445, 257, 2455]
patur-body-row bbox=[14, 1586, 449, 1678]
bhele-right bbox=[410, 1055, 576, 1274]
